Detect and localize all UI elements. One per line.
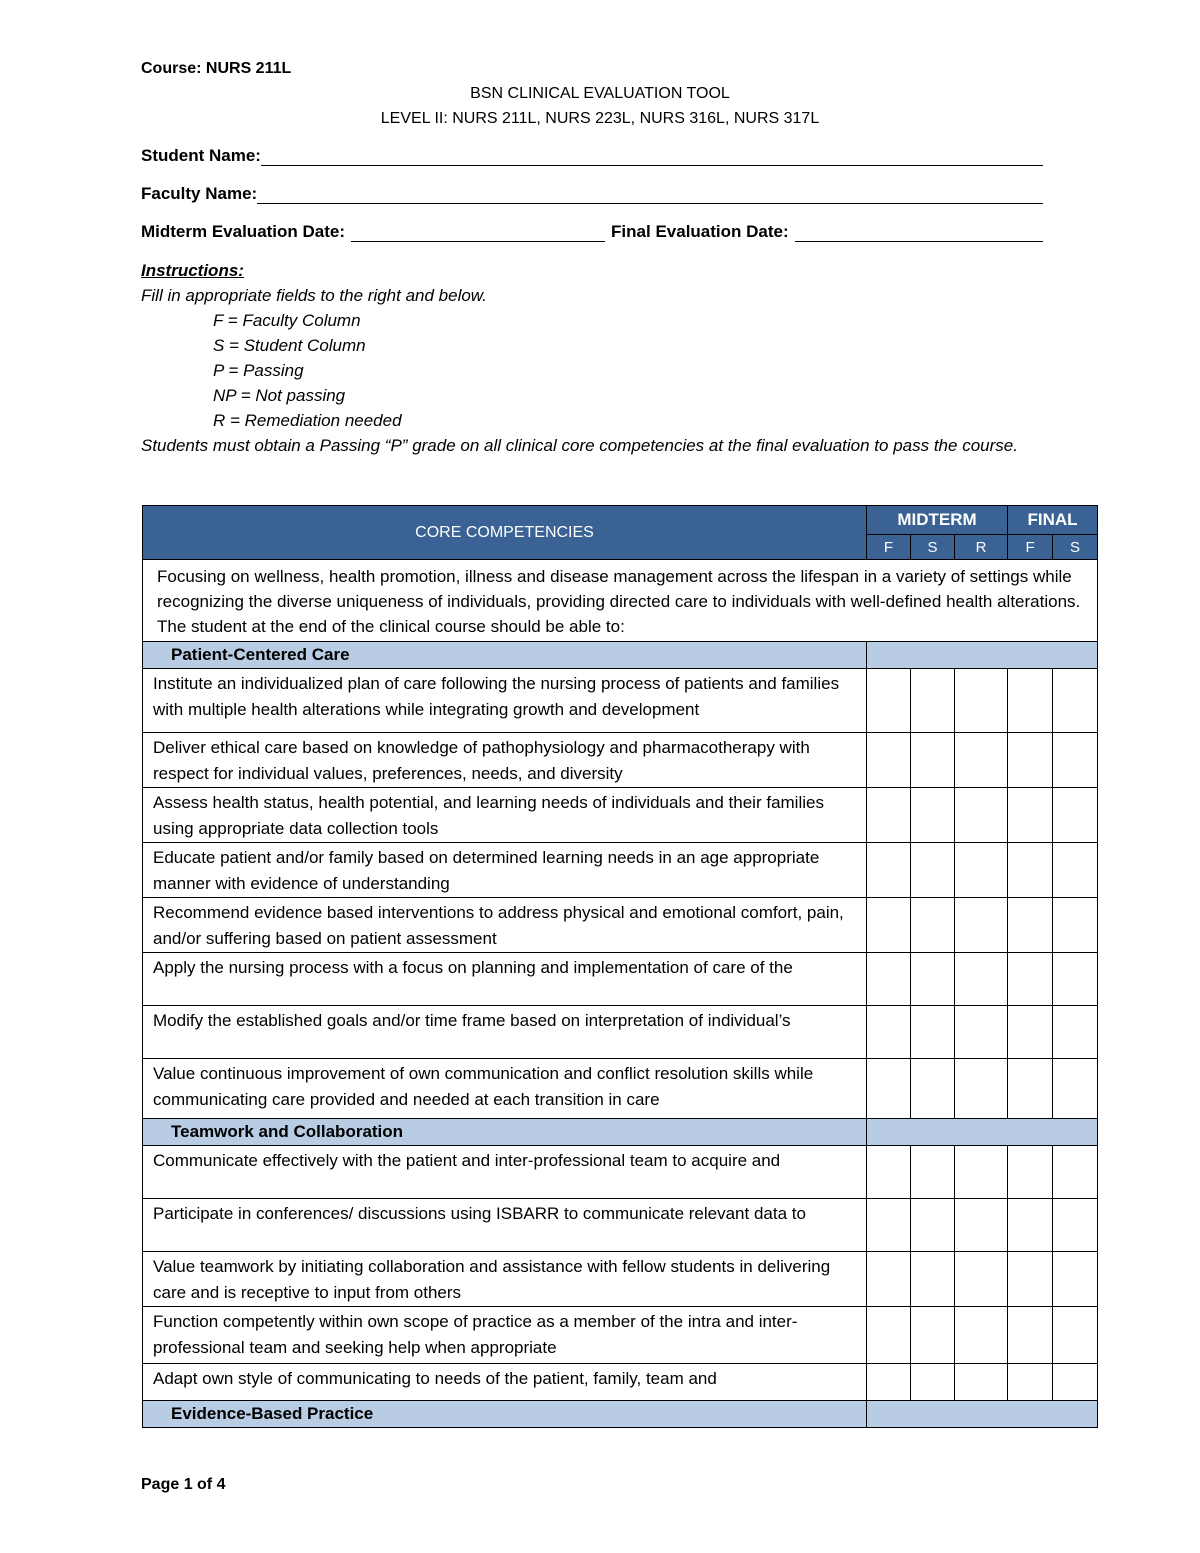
grade-cell[interactable] xyxy=(911,1059,955,1119)
competency-text: Value teamwork by initiating collaboration and assistance with fellow students in delivering care and is receptive to input from others xyxy=(143,1252,867,1307)
grade-cell[interactable] xyxy=(955,669,1008,733)
course-label: Course: NURS 211L xyxy=(141,60,292,77)
grade-cell[interactable] xyxy=(1053,1146,1098,1199)
competency-text: Institute an individualized plan of care following the nursing process of patients and families with multiple health alterations while integrating growth and development xyxy=(143,669,867,733)
grade-cell[interactable] xyxy=(911,669,955,733)
grade-cell[interactable] xyxy=(1053,1199,1098,1252)
grade-cell[interactable] xyxy=(1008,1146,1053,1199)
grade-cell[interactable] xyxy=(1008,843,1053,898)
grade-cell[interactable] xyxy=(955,1364,1008,1401)
competency-text-clip: Adapt own style of communicating to needs of the patient, family, team and xyxy=(153,1369,717,1388)
midterm-faculty-col: F xyxy=(867,535,911,560)
grade-cell[interactable] xyxy=(1008,669,1053,733)
grade-cell[interactable] xyxy=(911,1364,955,1401)
competency-text: Educate patient and/or family based on determined learning needs in an age appropriate manner with evidence of understanding xyxy=(143,843,867,898)
grade-cell[interactable] xyxy=(955,788,1008,843)
competency-text: Recommend evidence based interventions to address physical and emotional comfort, pain, and/or suffering based on patient assessment xyxy=(143,898,867,953)
instructions-note: Students must obtain a Passing “P” grade on all clinical core competencies at the final evaluation to pass the course. xyxy=(141,436,1018,455)
grade-cell[interactable] xyxy=(867,1059,911,1119)
instructions-intro: Fill in appropriate fields to the right and below. xyxy=(141,286,487,305)
section-spacer xyxy=(867,642,1098,669)
evaluation-dates-field xyxy=(141,222,1043,242)
competency-text: Function competently within own scope of practice as a member of the intra and inter-professional team and seeking help when appropriate xyxy=(143,1307,867,1364)
instructions xyxy=(141,258,1056,458)
legend-item: P = Passing xyxy=(213,361,304,380)
grade-cell[interactable] xyxy=(955,1006,1008,1059)
grade-cell[interactable] xyxy=(867,953,911,1006)
competency-text: Value continuous improvement of own communication and conflict resolution skills while communicating care provided and needed at each transition in care xyxy=(143,1059,867,1119)
grade-cell[interactable] xyxy=(867,898,911,953)
grade-cell[interactable] xyxy=(911,953,955,1006)
grade-cell[interactable] xyxy=(955,1199,1008,1252)
grade-cell[interactable] xyxy=(867,788,911,843)
grade-cell[interactable] xyxy=(1008,1252,1053,1307)
grade-cell[interactable] xyxy=(1053,1364,1098,1401)
legend-item: NP = Not passing xyxy=(213,386,346,405)
midterm-remediation-col: R xyxy=(955,535,1008,560)
grade-cell[interactable] xyxy=(911,1146,955,1199)
competency-text: Assess health status, health potential, and learning needs of individuals and their families using appropriate data collection tools xyxy=(143,788,867,843)
legend-item: F = Faculty Column xyxy=(213,311,361,330)
grade-cell[interactable] xyxy=(1008,953,1053,1006)
grade-cell[interactable] xyxy=(1053,1252,1098,1307)
grade-cell[interactable] xyxy=(867,843,911,898)
final-date-line[interactable] xyxy=(795,223,1043,242)
grade-cell[interactable] xyxy=(867,1146,911,1199)
grade-cell[interactable] xyxy=(955,1252,1008,1307)
instructions-heading: Instructions: xyxy=(141,261,244,280)
grade-cell[interactable] xyxy=(1008,1307,1053,1364)
student-name-label: Student Name: xyxy=(141,146,261,165)
midterm-header: MIDTERM xyxy=(867,506,1008,535)
section-evidence-based-practice: Evidence-Based Practice xyxy=(143,1401,867,1428)
grade-cell[interactable] xyxy=(1053,1059,1098,1119)
grade-cell[interactable] xyxy=(911,1307,955,1364)
level-title: LEVEL II: NURS 211L, NURS 223L, NURS 316L, NURS 317L xyxy=(380,110,820,127)
grade-cell[interactable] xyxy=(1008,1059,1053,1119)
final-header: FINAL xyxy=(1008,506,1098,535)
competency-text: Modify the established goals and/or time frame based on interpretation of individual’s xyxy=(143,1006,867,1059)
grade-cell[interactable] xyxy=(955,953,1008,1006)
grade-cell[interactable] xyxy=(955,1146,1008,1199)
grade-cell[interactable] xyxy=(867,669,911,733)
grade-cell[interactable] xyxy=(1053,788,1098,843)
grade-cell[interactable] xyxy=(1008,1364,1053,1401)
faculty-name-line[interactable] xyxy=(257,185,1043,204)
grade-cell[interactable] xyxy=(867,1006,911,1059)
grade-cell[interactable] xyxy=(911,898,955,953)
final-student-col: S xyxy=(1053,535,1098,560)
grade-cell[interactable] xyxy=(911,843,955,898)
legend-item: S = Student Column xyxy=(213,336,366,355)
grade-cell[interactable] xyxy=(867,1307,911,1364)
grade-cell[interactable] xyxy=(911,733,955,788)
competency-text: Deliver ethical care based on knowledge of pathophysiology and pharmacotherapy with respect for individual values, preferences, needs, and diversity xyxy=(143,733,867,788)
midterm-student-col: S xyxy=(911,535,955,560)
grade-cell[interactable] xyxy=(1053,953,1098,1006)
section-patient-centered-care: Patient-Centered Care xyxy=(143,642,867,669)
grade-cell[interactable] xyxy=(911,788,955,843)
grade-cell[interactable] xyxy=(955,1307,1008,1364)
competency-table xyxy=(142,505,1098,1428)
grade-cell[interactable] xyxy=(1053,898,1098,953)
competency-text: Apply the nursing process with a focus on planning and implementation of care of the xyxy=(143,953,867,1006)
grade-cell[interactable] xyxy=(867,1364,911,1401)
grade-cell[interactable] xyxy=(867,733,911,788)
grade-cell[interactable] xyxy=(1053,669,1098,733)
grade-cell[interactable] xyxy=(1053,733,1098,788)
grade-cell[interactable] xyxy=(867,1199,911,1252)
final-faculty-col: F xyxy=(1008,535,1053,560)
page-number: Page 1 of 4 xyxy=(141,1476,226,1493)
grade-cell[interactable] xyxy=(911,1199,955,1252)
faculty-name-label: Faculty Name: xyxy=(141,184,258,203)
grade-cell[interactable] xyxy=(867,1252,911,1307)
section-spacer xyxy=(867,1401,1098,1428)
competency-text: Communicate effectively with the patient and inter-professional team to acquire and xyxy=(143,1146,867,1199)
competency-text: Participate in conferences/ discussions using ISBARR to communicate relevant data to xyxy=(143,1199,867,1252)
grade-cell[interactable] xyxy=(955,1059,1008,1119)
core-competencies-header: CORE COMPETENCIES xyxy=(143,506,867,560)
course-intro: Focusing on wellness, health promotion, illness and disease management across the lifespan in a variety of settings while recognizing the diverse uniqueness of individuals, providing directed care to individuals with well-defined health alterations. The student at the end of the clinical course should be able to: xyxy=(143,560,1098,642)
grade-cell[interactable] xyxy=(1053,843,1098,898)
grade-cell[interactable] xyxy=(1053,1006,1098,1059)
grade-cell[interactable] xyxy=(1008,898,1053,953)
legend-item: R = Remediation needed xyxy=(213,411,402,430)
faculty-name-field xyxy=(141,184,1043,204)
midterm-date-label: Midterm Evaluation Date: xyxy=(141,222,346,241)
final-date-label: Final Evaluation Date: xyxy=(611,222,789,241)
grade-cell[interactable] xyxy=(955,898,1008,953)
grade-cell[interactable] xyxy=(1053,1307,1098,1364)
grade-cell[interactable] xyxy=(911,1252,955,1307)
document-title: BSN CLINICAL EVALUATION TOOL xyxy=(470,85,730,102)
section-teamwork-collaboration: Teamwork and Collaboration xyxy=(143,1119,867,1146)
grade-cell[interactable] xyxy=(955,843,1008,898)
grade-cell[interactable] xyxy=(955,733,1008,788)
student-name-line[interactable] xyxy=(261,147,1043,166)
competency-text xyxy=(143,1364,867,1401)
student-name-field xyxy=(141,146,1043,166)
grade-cell[interactable] xyxy=(1008,788,1053,843)
section-spacer xyxy=(867,1119,1098,1146)
grade-cell[interactable] xyxy=(911,1006,955,1059)
grade-cell[interactable] xyxy=(1008,733,1053,788)
grade-cell[interactable] xyxy=(1008,1199,1053,1252)
grade-cell[interactable] xyxy=(1008,1006,1053,1059)
midterm-date-line[interactable] xyxy=(351,223,605,242)
